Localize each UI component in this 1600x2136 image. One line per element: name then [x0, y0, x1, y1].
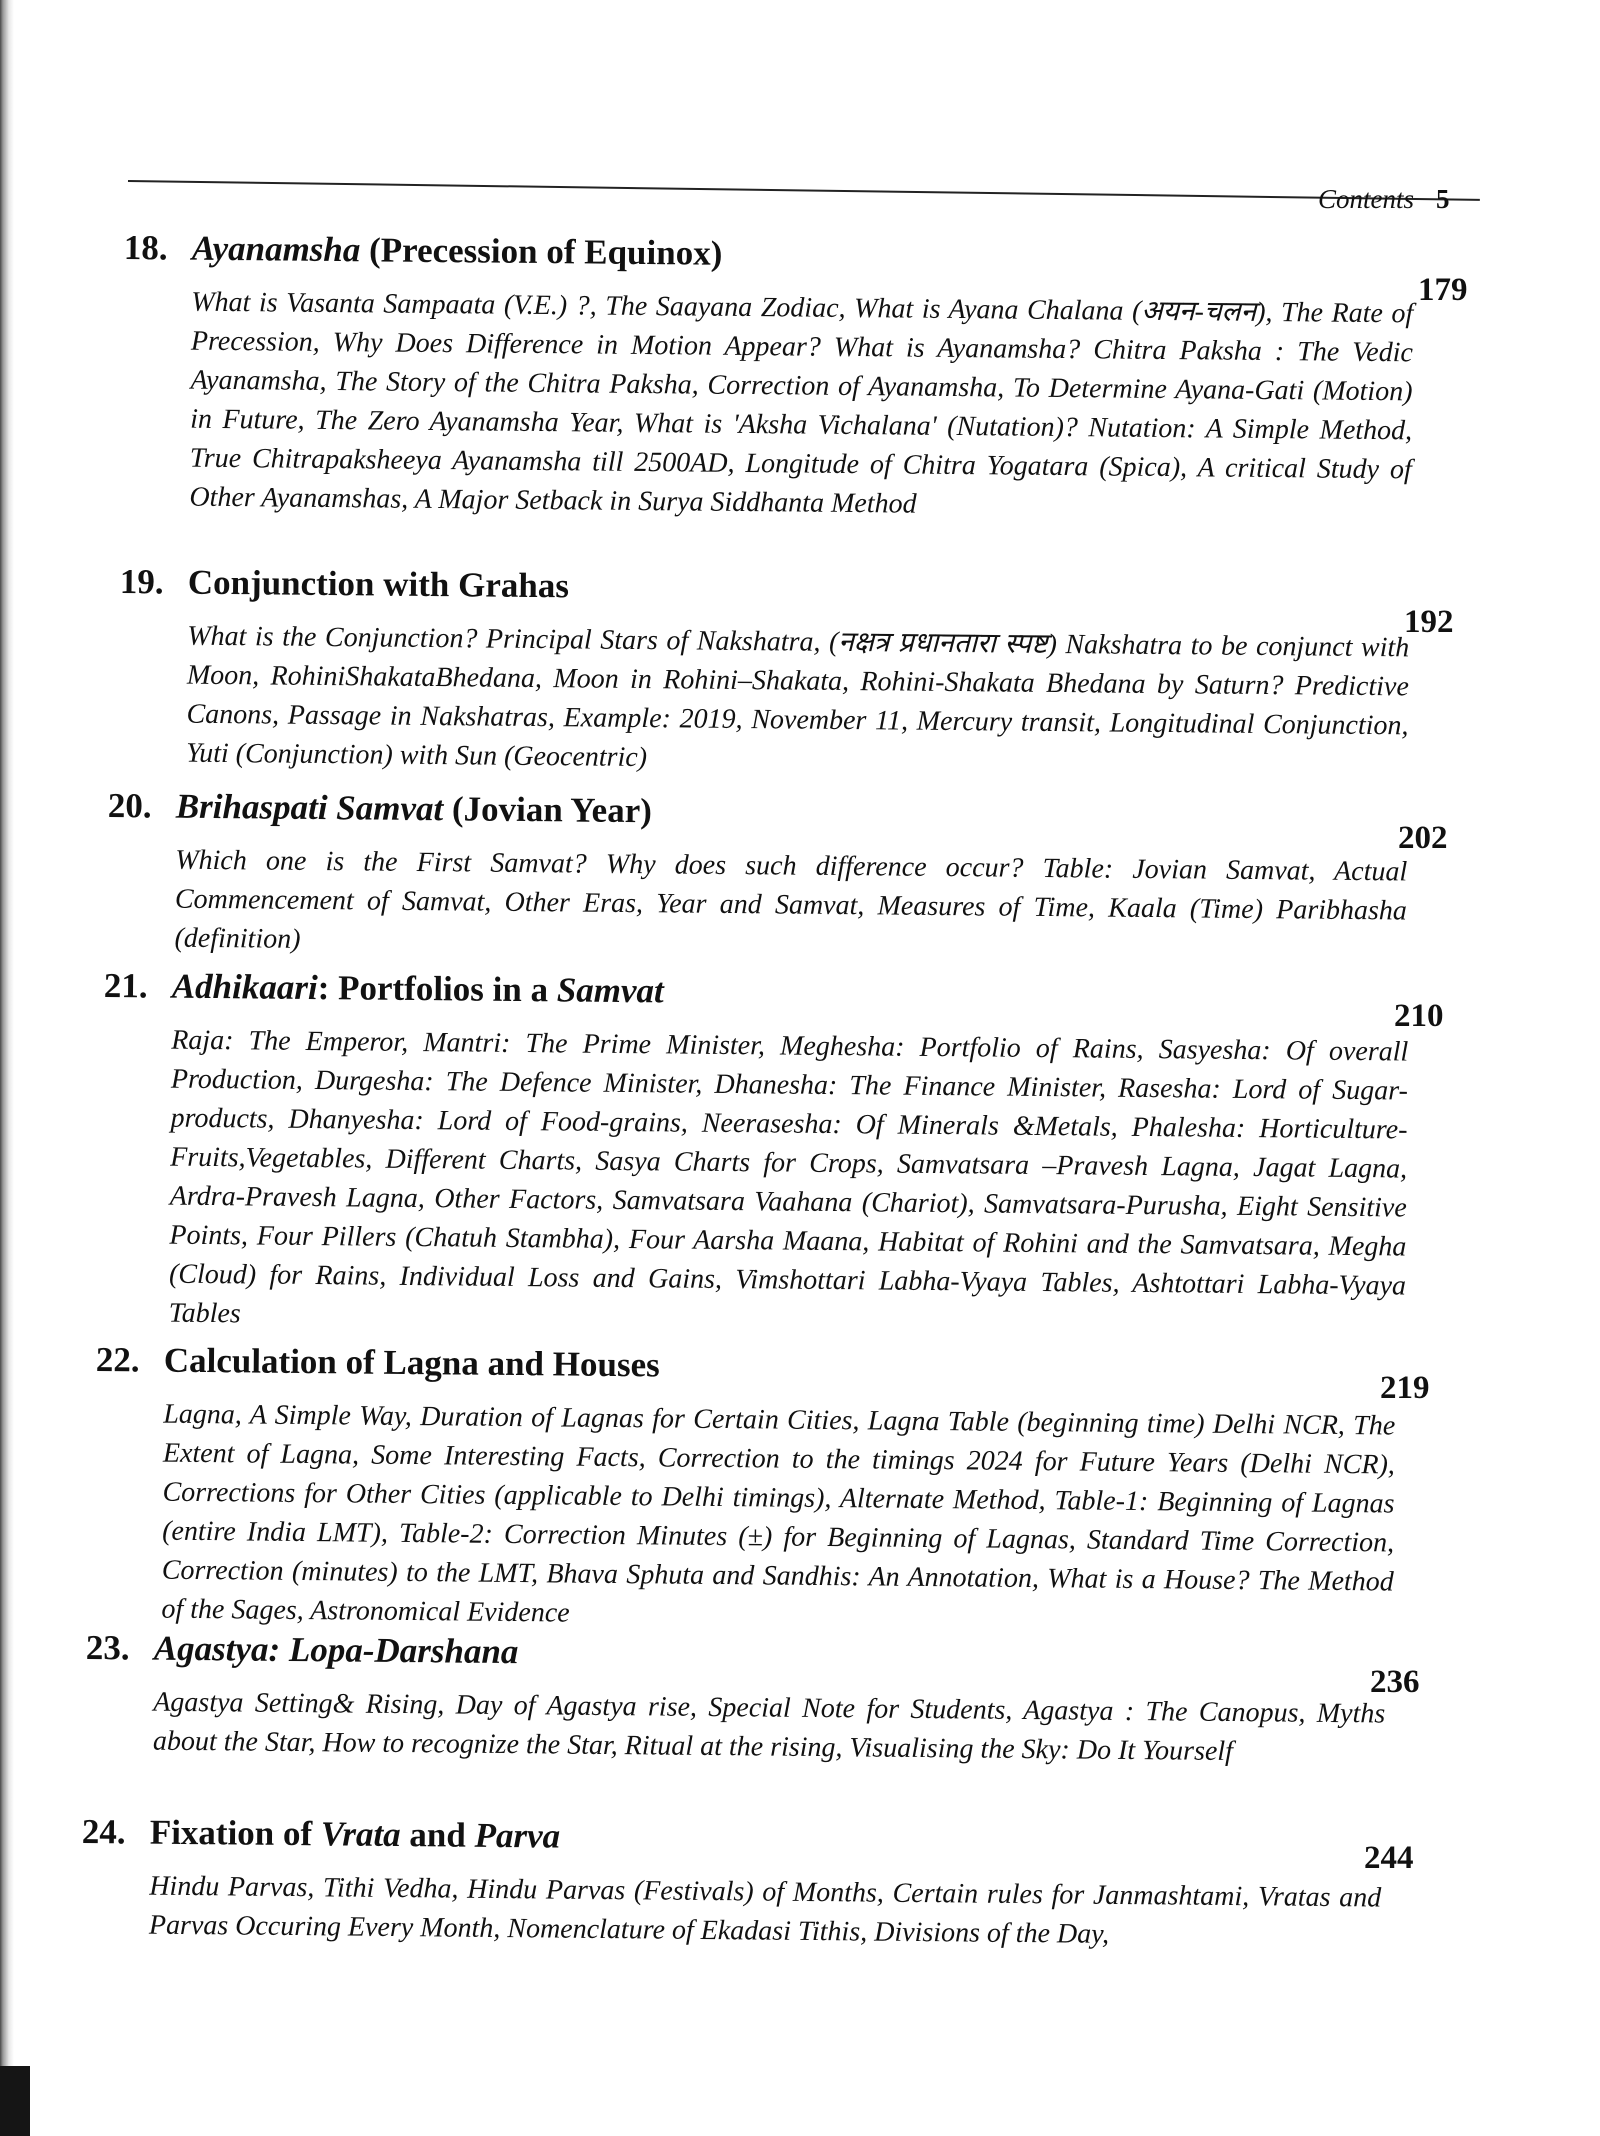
chapter-page-number: 202 — [1398, 820, 1448, 856]
chapter-page-number: 179 — [1418, 272, 1468, 308]
chapter-topics: Hindu Parvas, Tithi Vedha, Hindu Parvas (Festivals) of Months, Certain rules for Janmashtami, Vratas and Parvas Occuring Every Month, Nomenclature of Ekadasi Tithis, Divisions of the Day, — [148, 1870, 1382, 1950]
toc-entry-heading — [82, 1812, 1382, 1864]
chapter-topics: Raja: The Emperor, Mantri: The Prime Minister, Meghesha: Portfolio of Rains, Sasyesha: Of overall Production, Durgesha: The Defence Minister, Dhanesha: The Finance Minister, Rasesha: Lord of Sugar-products, Dhanyesha: Lord of Food-grains, Neerasesha: Of Minerals &Metals, Phalesha: Horticulture-Fruits,Vegetables, Different Charts, Sasya Charts for Crops, Samvatsara –Pravesh Lagna, Jagat Lagna, Ardra-Pravesh Lagna, Other Factors, Samvatsara Vaahana (Chariot), Samvatsara-Purusha, Eight Sensitive Points, Four Pillers (Chatuh Stambha), Four Aarsha Maana, Habitat of Rohini and the Samvatsara, Megha (Cloud) for Rains, Individual Loss and Gains, Vimshottari Labha-Vyaya Tables, Ashtottari Labha-Vyaya Tables — [168, 1024, 1409, 1330]
chapter-topics: What is the Conjunction? Principal Stars of Nakshatra, (नक्षत्र प्रधानतारा स्पष्ट) Nakshatra to be conjunct with Moon, RohiniShakataBhedana, Moon in Rohini–Shakata, Rohini-Shakata Bhedana by Saturn? Predictive Canons, Passage in Nakshatras, Example: 2019, November 11, Mercury transit, Longitudinal Conjunction, Yuti (Conjunction) with Sun (Geocentric) — [186, 620, 1410, 774]
chapter-number: 19. — [119, 562, 164, 602]
chapter-topics: Lagna, A Simple Way, Duration of Lagnas for Certain Cities, Lagna Table (beginning time) Delhi NCR, The Extent of Lagna, Some Interesting Facts, Correction to the timings 2024 for Future Years (Delhi NCR), Corrections for Other Cities (applicable to Delhi timings), Alternate Method, Table-1: Beginning of Lagnas (entire India LMT), Table-2: Correction Minutes (±) for Beginning of Lagnas, Standard Time Correction, Correction (minutes) to the LMT, Bhava Sphuta and Sandhis: An Annotation, What is a House? The Method of the Sages, Astronomical Evidence — [161, 1398, 1396, 1629]
toc-entry-heading — [104, 966, 1409, 1019]
chapter-page-number: 244 — [1364, 1840, 1414, 1876]
toc-entry-heading — [108, 786, 1408, 838]
toc-entry — [121, 228, 1414, 528]
chapter-number: 18. — [123, 228, 168, 268]
toc-entry — [100, 966, 1408, 1345]
chapter-number: 22. — [95, 1340, 140, 1380]
chapter-title — [188, 563, 570, 607]
toc-entry-heading — [124, 228, 1414, 280]
chapter-title — [164, 1341, 660, 1386]
chapter-title-part: Conjunction with Grahas — [187, 562, 570, 606]
chapter-topics: What is Vasanta Sampaata (V.E.) ?, The Saayana Zodiac, What is Ayana Chalana (अयन-चलन), The Rate of Precession, Why Does Difference in Motion Appear? What is Ayanamsha? Chitra Paksha : The Vedic Ayanamsha, The Story of the Chitra Paksha, Correction of Ayanamsha, To Determine Ayana-Gati (Motion) in Future, The Zero Ayanamsha Year, What is 'Aksha Vichalana' (Nutation)? Nutation: A Simple Method, True Chitrapaksheeya Ayanamsha till 2500AD, Longitude of Chitra Yogatara (Spica), A critical Study of Other Ayanamshas, A Major Setback in Surya Siddhanta Method — [189, 286, 1414, 520]
chapter-title-part: Vrata — [320, 1814, 401, 1855]
chapter-page-number: 236 — [1370, 1664, 1420, 1700]
running-head-label: Contents — [1318, 184, 1415, 214]
toc-entry — [118, 562, 1410, 784]
toc-entry — [81, 1812, 1382, 1956]
header-rule — [128, 180, 1480, 201]
chapter-title — [176, 787, 652, 832]
chapter-number: 23. — [85, 1628, 130, 1668]
toc-entry — [93, 1340, 1396, 1640]
chapter-page-number: 219 — [1380, 1370, 1430, 1406]
chapter-title-part: Samvat — [556, 970, 664, 1011]
chapter-title-part: Parva — [474, 1815, 561, 1856]
chapter-topics: Agastya Setting& Rising, Day of Agastya rise, Special Note for Students, Agastya : The Canopus, Myths about the Star, How to recognize the Star, Ritual at the rising, Visualising the Sky: Do It Yourself — [152, 1686, 1386, 1768]
chapter-title-part: Calculation of Lagna and Houses — [163, 1340, 660, 1385]
chapter-title-part: Agastya: Lopa-Darshana — [153, 1628, 519, 1672]
chapter-title-part: Ayanamsha — [191, 228, 361, 270]
toc-entry-heading — [96, 1340, 1396, 1392]
page-corner-shadow — [0, 2066, 30, 2136]
running-head-page-number: 5 — [1436, 184, 1450, 214]
chapter-title-part: and — [400, 1815, 475, 1855]
toc-entry — [85, 1628, 1386, 1772]
running-head — [1318, 184, 1450, 215]
chapter-number: 21. — [103, 966, 148, 1006]
toc-entry — [106, 786, 1408, 969]
chapter-title — [172, 967, 664, 1012]
toc-entry-heading — [120, 562, 1410, 614]
chapter-page-number: 210 — [1394, 998, 1444, 1034]
chapter-title-part: (Precession of Equinox) — [360, 230, 723, 273]
chapter-number: 20. — [107, 786, 152, 826]
chapter-title-part: Adhikaari — [171, 966, 318, 1008]
chapter-title-part: (Jovian Year) — [443, 789, 653, 831]
chapter-title — [192, 229, 723, 274]
chapter-title-part: Brihaspati Samvat — [175, 786, 444, 829]
chapter-page-number: 192 — [1404, 604, 1454, 640]
chapter-number: 24. — [81, 1812, 126, 1852]
chapter-title — [154, 1629, 519, 1672]
page-edge-shadow — [0, 0, 14, 2136]
chapter-title-part: Fixation of — [149, 1812, 322, 1854]
chapter-title — [150, 1813, 561, 1857]
chapter-title-part: : Portfolios in a — [317, 968, 558, 1010]
chapter-topics: Which one is the First Samvat? Why does such difference occur? Table: Jovian Samvat, Actual Commencement of Samvat, Other Eras, Year and Samvat, Measures of Time, Kaala (Time) Paribhasha (definition) — [174, 844, 1408, 955]
